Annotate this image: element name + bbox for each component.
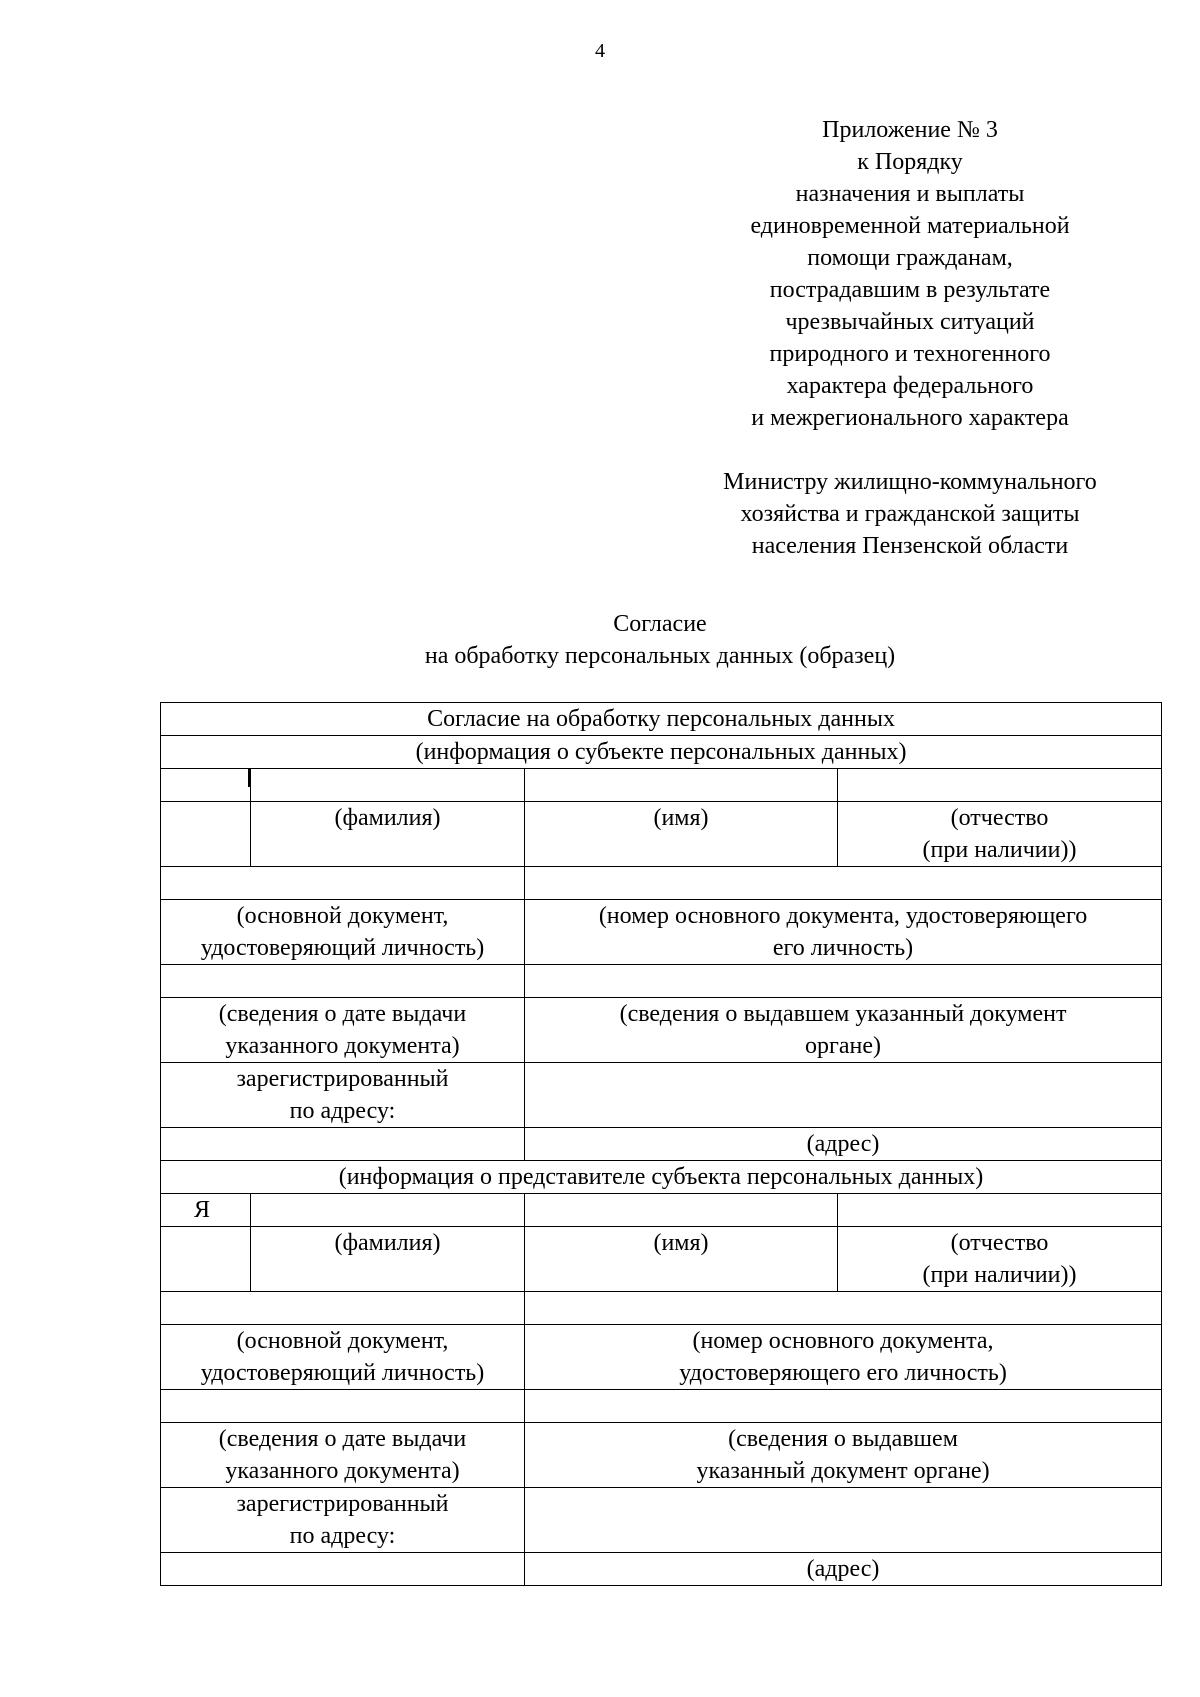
subject-section-title: (информация о субъекте персональных данных) <box>161 736 1162 769</box>
caption-line: органе) <box>805 1033 881 1059</box>
issue-date-caption <box>161 998 525 1063</box>
patronymic-caption-line: (при наличии)) <box>922 837 1077 863</box>
appendix-line: характера федерального <box>786 373 1034 399</box>
table-row <box>161 1161 1162 1194</box>
table-row <box>161 1227 1162 1292</box>
empty-cell <box>161 1553 525 1586</box>
rep-surname-field[interactable] <box>251 1194 525 1227</box>
rep-name-field[interactable] <box>525 1194 838 1227</box>
document-title-line: на обработку персональных данных (образец) <box>424 643 896 669</box>
subject-name-field[interactable] <box>525 769 838 802</box>
doc-number-caption <box>525 1325 1162 1390</box>
patronymic-caption-line: (отчество <box>950 1230 1049 1256</box>
surname-caption: (фамилия) <box>251 802 525 867</box>
appendix-line: помощи гражданам, <box>807 245 1013 271</box>
rep-issuer-field[interactable] <box>525 1390 1162 1423</box>
name-caption: (имя) <box>525 802 838 867</box>
caption-line: (основной документ, <box>236 1328 449 1354</box>
appendix-line: природного и техногенного <box>769 341 1051 367</box>
empty-cell <box>161 1227 251 1292</box>
addressee-line: Министру жилищно-коммунального <box>723 469 1097 495</box>
table-row <box>161 1423 1162 1488</box>
issue-date-caption <box>161 1423 525 1488</box>
caption-line: (номер основного документа, <box>692 1328 994 1354</box>
caption-line: удостоверяющего его личность) <box>679 1360 1007 1386</box>
subject-doc-number-field[interactable] <box>525 867 1162 900</box>
text-cursor-mark <box>248 769 250 787</box>
addressee-line: хозяйства и гражданской защиты <box>740 501 1080 527</box>
caption-line: (номер основного документа, удостоверяющего <box>598 903 1088 929</box>
representative-ya-label: Я <box>161 1194 251 1227</box>
patronymic-caption <box>838 1227 1162 1292</box>
caption-line: (основной документ, <box>236 903 449 929</box>
table-row <box>161 769 1162 802</box>
appendix-line: назначения и выплаты <box>795 181 1025 207</box>
caption-line: удостоверяющий личность) <box>200 1360 485 1386</box>
table-row <box>161 1488 1162 1553</box>
document-title-line: Согласие <box>613 611 707 637</box>
patronymic-caption-line: (при наличии)) <box>922 1262 1077 1288</box>
table-row <box>161 900 1162 965</box>
subject-issuer-field[interactable] <box>525 965 1162 998</box>
subject-patronymic-field[interactable] <box>838 769 1162 802</box>
caption-line: (сведения о выдавшем <box>728 1426 958 1452</box>
table-row <box>161 703 1162 736</box>
rep-doc-number-field[interactable] <box>525 1292 1162 1325</box>
table-row <box>161 1194 1162 1227</box>
subject-surname-field[interactable] <box>251 769 525 802</box>
caption-line: указанный документ органе) <box>696 1458 990 1484</box>
address-caption: (адрес) <box>525 1553 1162 1586</box>
appendix-line: и межрегионального характера <box>751 405 1069 431</box>
table-row <box>161 1390 1162 1423</box>
subject-ya-cell <box>161 769 251 802</box>
caption-line: указанного документа) <box>225 1033 460 1059</box>
caption-line: по адресу: <box>289 1523 396 1549</box>
appendix-line: чрезвычайных ситуаций <box>785 309 1035 335</box>
rep-doc-type-field[interactable] <box>161 1292 525 1325</box>
registered-label <box>161 1488 525 1553</box>
table-header: Согласие на обработку персональных данных <box>161 703 1162 736</box>
caption-line: (сведения о дате выдачи <box>218 1426 467 1452</box>
address-caption: (адрес) <box>525 1128 1162 1161</box>
appendix-line: единовременной материальной <box>750 213 1070 239</box>
empty-cell <box>161 1128 525 1161</box>
subject-address-field[interactable] <box>525 1063 1162 1128</box>
doc-number-caption <box>525 900 1162 965</box>
caption-line: по адресу: <box>289 1098 396 1124</box>
representative-section-title: (информация о представителе субъекта персональных данных) <box>161 1161 1162 1194</box>
issuer-caption <box>525 1423 1162 1488</box>
issuer-caption <box>525 998 1162 1063</box>
page-number: 4 <box>595 40 605 62</box>
table-row <box>161 1553 1162 1586</box>
caption-line: (сведения о дате выдачи <box>218 1001 467 1027</box>
caption-line: (сведения о выдавшем указанный документ <box>619 1001 1067 1027</box>
empty-cell <box>161 802 251 867</box>
addressee-line: населения Пензенской области <box>751 533 1069 559</box>
consent-form-table <box>160 702 1162 1586</box>
subject-issue-date-field[interactable] <box>161 965 525 998</box>
table-row <box>161 802 1162 867</box>
subject-doc-type-field[interactable] <box>161 867 525 900</box>
table-row <box>161 867 1162 900</box>
patronymic-caption <box>838 802 1162 867</box>
rep-patronymic-field[interactable] <box>838 1194 1162 1227</box>
appendix-line: Приложение № 3 <box>822 117 998 143</box>
registered-label <box>161 1063 525 1128</box>
appendix-header <box>650 114 1170 434</box>
caption-line: указанного документа) <box>225 1458 460 1484</box>
rep-address-field[interactable] <box>525 1488 1162 1553</box>
document-title <box>160 608 1160 672</box>
caption-line: удостоверяющий личность) <box>200 935 485 961</box>
doc-type-caption <box>161 900 525 965</box>
table-row <box>161 965 1162 998</box>
caption-line: зарегистрированный <box>236 1066 449 1092</box>
appendix-line: к Порядку <box>857 149 963 175</box>
table-row <box>161 1128 1162 1161</box>
caption-line: его личность) <box>772 935 914 961</box>
surname-caption: (фамилия) <box>251 1227 525 1292</box>
rep-issue-date-field[interactable] <box>161 1390 525 1423</box>
addressee-block <box>650 466 1170 562</box>
table-row <box>161 1325 1162 1390</box>
doc-type-caption <box>161 1325 525 1390</box>
patronymic-caption-line: (отчество <box>950 805 1049 831</box>
name-caption: (имя) <box>525 1227 838 1292</box>
table-row <box>161 1292 1162 1325</box>
appendix-line: пострадавшим в результате <box>769 277 1051 303</box>
table-row <box>161 1063 1162 1128</box>
table-row <box>161 736 1162 769</box>
table-row <box>161 998 1162 1063</box>
caption-line: зарегистрированный <box>236 1491 449 1517</box>
